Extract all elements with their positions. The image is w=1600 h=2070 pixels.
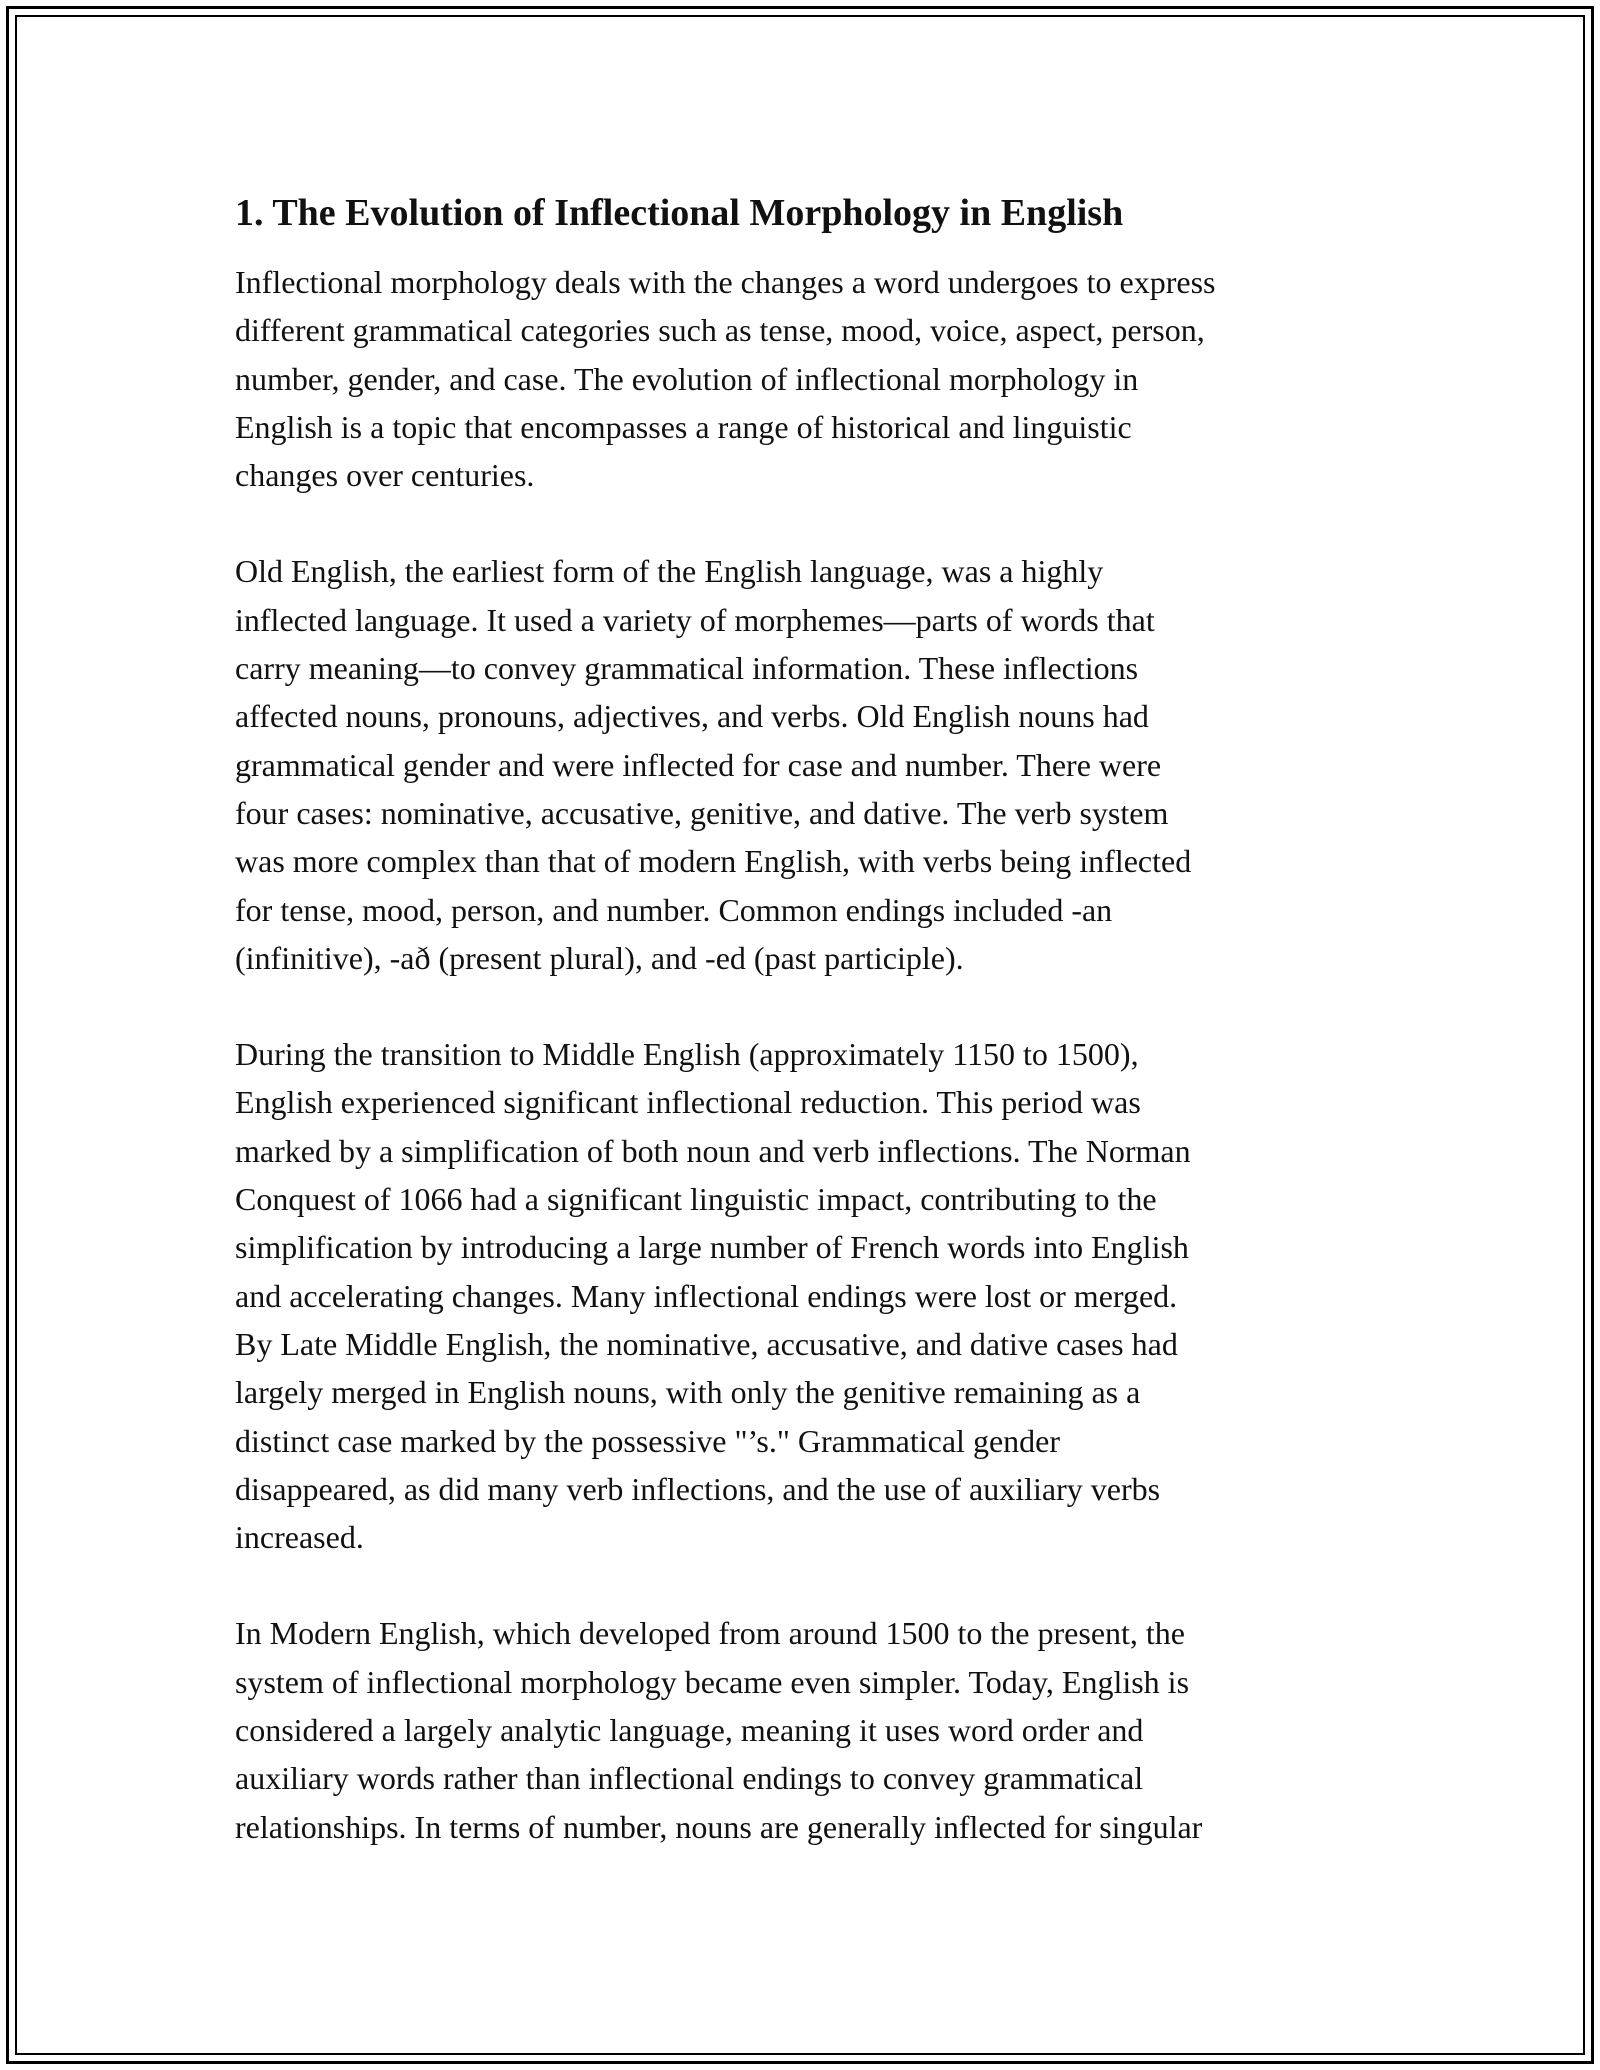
text-line: considered a largely analytic language, meaning it uses word order and [235,1712,1144,1749]
text-line: was more complex than that of modern English, with verbs being inflected [235,843,1192,880]
text-line: English experienced significant inflectional reduction. This period was [235,1084,1141,1121]
text-line: By Late Middle English, the nominative, accusative, and dative cases had [235,1325,1178,1362]
text-line: Inflectional morphology deals with the changes a word undergoes to express [235,264,1216,300]
text-line: increased. [235,1519,364,1556]
paragraph-container [235,258,1375,1851]
text-line: changes over centuries. [235,457,535,494]
text-line: system of inflectional morphology became even simpler. Today, English is [235,1663,1190,1700]
text-line: affected nouns, pronouns, adjectives, and verbs. Old English nouns had [235,698,1149,735]
text-line: (infinitive), -að (present plural), and -ed (past participle). [235,939,964,976]
text-line: Conquest of 1066 had a significant linguistic impact, contributing to the [235,1181,1157,1218]
paragraph-1 [235,258,1375,499]
text-line: inflected language. It used a variety of morphemes—parts of words that [235,601,1155,638]
text-line: simplification by introducing a large number of French words into English [235,1229,1189,1266]
text-line: distinct case marked by the possessive "’s." Grammatical gender [235,1422,1060,1459]
text-line: largely merged in English nouns, with only the genitive remaining as a [235,1374,1141,1411]
paragraph-2 [235,547,1375,982]
text-line: grammatical gender and were inflected for case and number. There were [235,746,1162,783]
text-line: carry meaning—to convey grammatical information. These inflections [235,650,1139,687]
paragraph-4 [235,1609,1375,1850]
section-heading: 1. The Evolution of Inflectional Morphology in English [235,192,1124,234]
text-line: Old English, the earliest form of the English language, was a highly [235,553,1104,590]
document-body [235,186,1375,1899]
text-line: four cases: nominative, accusative, genitive, and dative. The verb system [235,794,1169,831]
text-line: disappeared, as did many verb inflections, and the use of auxiliary verbs [235,1470,1161,1507]
text-line: for tense, mood, person, and number. Common endings included -an [235,891,1113,928]
text-line: number, gender, and case. The evolution of inflectional morphology in [235,360,1139,397]
text-line: auxiliary words rather than inflectional endings to convey grammatical [235,1760,1144,1797]
text-line: marked by a simplification of both noun and verb inflections. The Norman [235,1132,1191,1169]
text-line: relationships. In terms of number, nouns are generally inflected for singular [235,1808,1203,1845]
text-line: and accelerating changes. Many inflectional endings were lost or merged. [235,1277,1178,1314]
text-line: In Modern English, which developed from around 1500 to the present, the [235,1615,1185,1652]
text-line: During the transition to Middle English (approximately 1150 to 1500), [235,1036,1139,1073]
paragraph-3 [235,1030,1375,1561]
text-line: different grammatical categories such as tense, mood, voice, aspect, person, [235,312,1205,349]
text-line: English is a topic that encompasses a range of historical and linguistic [235,408,1132,445]
